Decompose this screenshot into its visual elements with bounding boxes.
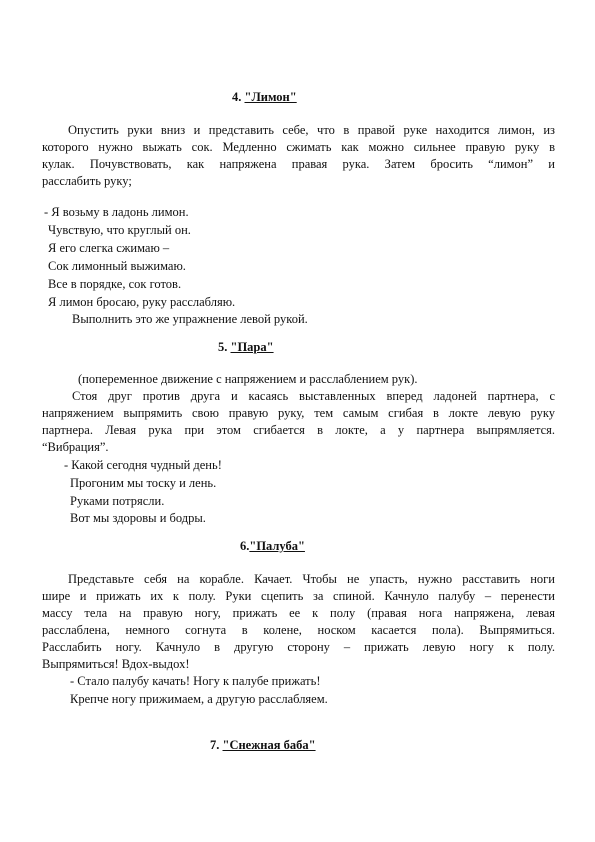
section-title: "Пара" (230, 340, 274, 354)
paragraph-line: Выпрямиться! Вдох-выдох! (42, 657, 190, 671)
paragraph-line: кулак. Почувствовать, как напряжена правая рука. Затем бросить “лимон” и (42, 157, 555, 171)
paragraph-line: Опустить руки вниз и представить себе, что в правой руке находится лимон, из (68, 123, 555, 137)
paragraph-line: партнера. Левая рука при этом сгибается в локте, а у партнера выпрямляется. (42, 423, 555, 437)
section-4-paragraph (42, 122, 555, 190)
verse-line: - Какой сегодня чудный день! (64, 458, 222, 472)
paragraph-line: расслаблена, немного согнута в колене, носком касается пола). Выпрямиться. (42, 623, 555, 637)
section-heading-6 (240, 539, 305, 554)
paragraph-line: Расслабить ногу. Качнуло в другую сторону – прижать левую ногу к полу. (42, 640, 555, 654)
section-5-paragraph (42, 388, 555, 456)
verse-line: - Стало палубу качать! Ногу к палубе прижать! (70, 674, 321, 688)
paragraph-line: массу тела на правую ногу, прижать ее к полу (правая нога напряжена, левая (42, 606, 555, 620)
verse-line: - Я возьму в ладонь лимон. (44, 205, 189, 219)
paragraph-line: Стоя друг против друга и касаясь выставленных вперед ладоней партнера, с (72, 389, 555, 403)
verse-line: Вот мы здоровы и бодры. (70, 511, 206, 525)
section-6-paragraph (42, 571, 555, 673)
section-heading-5 (218, 340, 274, 355)
closing-line: Выполнить это же упражнение левой рукой. (72, 312, 308, 326)
paragraph-line: шире и прижать их к полу. Руки сцепить за спиной. Качнуло палубу – перенести (42, 589, 555, 603)
verse-line: Сок лимонный выжимаю. (48, 259, 186, 273)
paragraph-line: “Вибрация”. (42, 440, 109, 454)
verse-line: Я его слегка сжимаю – (48, 241, 170, 255)
verse-line: Крепче ногу прижимаем, а другую расслабляем. (70, 692, 328, 706)
section-number: 5. (218, 340, 228, 354)
section-number: 6. (240, 539, 250, 553)
verse-line: Руками потрясли. (70, 494, 165, 508)
verse-line: Чувствую, что круглый он. (48, 223, 191, 237)
section-subtitle: (попеременное движение с напряжением и расслаблением рук). (78, 372, 418, 386)
section-number: 4. (232, 90, 242, 104)
verse-line: Все в порядке, сок готов. (48, 277, 182, 291)
verse-line: Я лимон бросаю, руку расслабляю. (48, 295, 236, 309)
section-title: "Снежная баба" (222, 738, 316, 752)
section-number: 7. (210, 738, 220, 752)
paragraph-line: Представьте себя на корабле. Качает. Чтобы не упасть, нужно расставить ноги (68, 572, 555, 586)
section-heading-4 (232, 90, 297, 105)
paragraph-line: напряжением выпрямить свою правую руку, тем самым сгибая в локте левую руку (42, 406, 555, 420)
section-heading-7 (210, 738, 316, 753)
section-title: "Лимон" (244, 90, 297, 104)
paragraph-line: которого нужно выжать сок. Медленно сжимать как можно сильнее правую руку в (42, 140, 555, 154)
verse-line: Прогоним мы тоску и лень. (70, 476, 217, 490)
paragraph-line: расслабить руку; (42, 174, 132, 188)
section-title: "Палуба" (249, 539, 305, 553)
